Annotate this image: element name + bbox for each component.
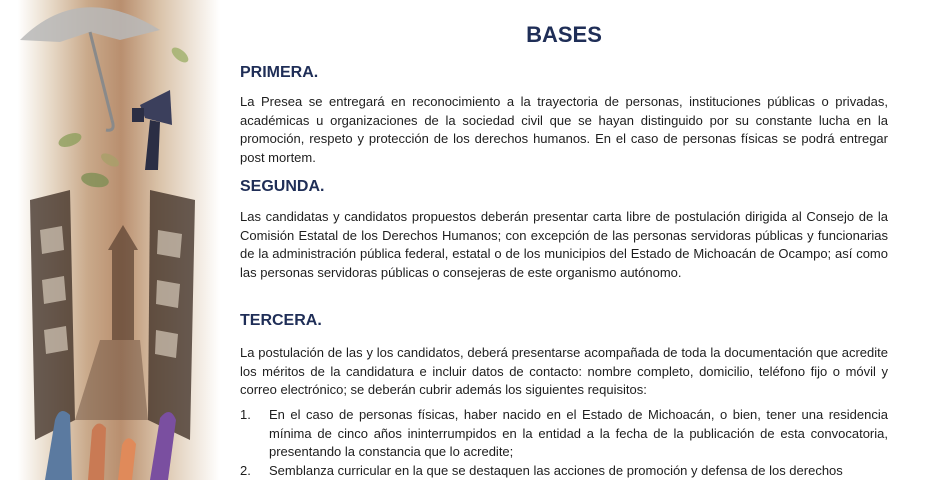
document-content (240, 0, 888, 480)
list-item-text: Semblanza curricular en la que se destaquen las acciones de promoción y defensa de los derechos (269, 463, 843, 478)
list-item-text: En el caso de personas físicas, haber nacido en el Estado de Michoacán, o bien, tener una residencia mínima de cinco años ininterrumpidos en la entidad a la fecha de la publicación de esta convocatoria, presentando la constancia que lo acredite; (269, 407, 888, 459)
section-paragraph-tercera: La postulación de las y los candidatos, deberá presentarse acompañada de toda la documentación que acredite los méritos de la candidatura e incluir datos de contacto: nombre completo, domicilio, teléfono fijo o móvil y correo electrónico; se deberán cubrir además los siguientes requisitos: (240, 345, 888, 397)
section-heading-segunda: SEGUNDA. (240, 178, 325, 195)
list-item (240, 462, 888, 481)
section-paragraph-segunda: Las candidatas y candidatos propuestos deberán presentar carta libre de postulación dirigida al Consejo de la Comisión Estatal de los Derechos Humanos; con excepción de las personas servidoras públicas y funcionarias de la administración pública federal, estatal o de los municipios del Estado de Michoacán de Ocampo; así como las personas servidoras públicas o consejeras de este organismo autónomo. (240, 209, 888, 280)
document-title: BASES (526, 22, 602, 47)
list-item (240, 406, 888, 462)
megaphone-icon (132, 90, 172, 170)
sidebar-collage-art (0, 0, 220, 480)
street-scene-illustration (30, 190, 195, 440)
section-heading-primera: PRIMERA. (240, 64, 319, 81)
decorative-sidebar-illustration (0, 0, 220, 480)
section-paragraph-primera: La Presea se entregará en reconocimiento a la trayectoria de personas, instituciones públicas o privadas, académicas u organizaciones de la sociedad civil que se hayan distinguido por su constante lucha en la promoción, respeto y protección de los derechos humanos. En el caso de personas físicas se podrá entregar post mortem. (240, 94, 888, 165)
section-heading-tercera: TERCERA. (240, 312, 322, 329)
list-item-number: 1. (240, 407, 251, 422)
list-item-number: 2. (240, 463, 251, 478)
